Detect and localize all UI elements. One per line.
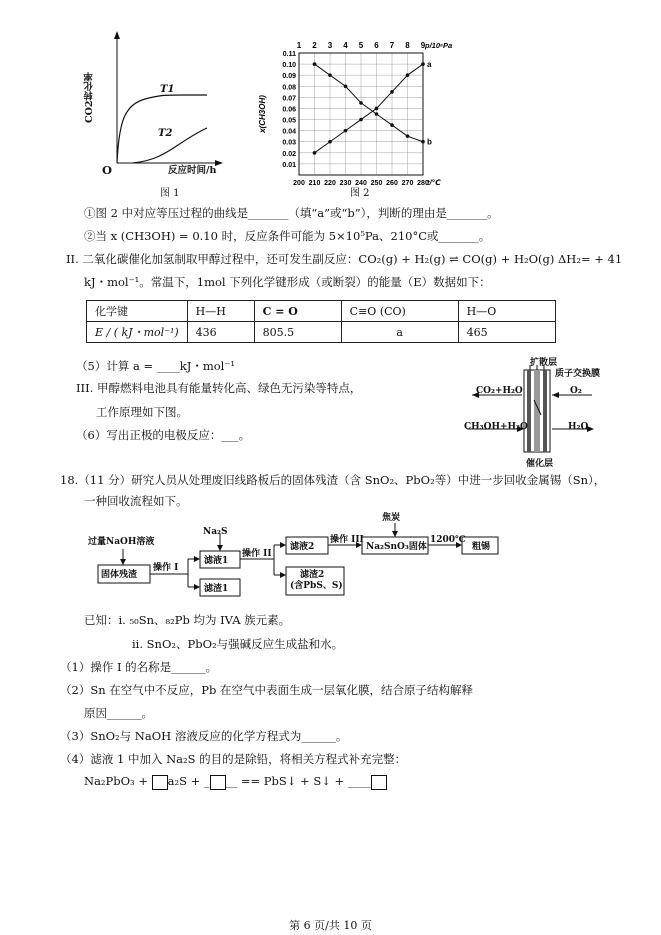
- flow-op1: 操作 I: [153, 563, 179, 573]
- x-tick-label: 240: [355, 180, 367, 187]
- flow-temp: 1200℃: [430, 535, 466, 545]
- data-point: [375, 107, 379, 111]
- data-point: [328, 140, 332, 144]
- flow-op3: 操作 III: [330, 535, 364, 545]
- top-tick-label: 1: [296, 41, 302, 50]
- subq-2b: 原因______。: [84, 706, 153, 720]
- y-tick-label: 0.08: [282, 84, 296, 92]
- blank-box[interactable]: [210, 775, 226, 790]
- top-tick-label: 6: [374, 41, 379, 50]
- y-tick-label: 0.09: [282, 73, 296, 81]
- x-tick-label: 280: [417, 180, 429, 187]
- page-footer: 第 6 页/共 10 页: [289, 919, 372, 932]
- data-point: [390, 123, 394, 127]
- x-tick-label: 250: [370, 180, 383, 187]
- part3-line2: 工作原理如下图。: [96, 405, 188, 419]
- table-cell: C≡O (CO): [341, 301, 458, 322]
- cell-label-diffusion: 扩散层: [530, 358, 558, 368]
- y-axis-label: x(CH3OH): [258, 95, 267, 133]
- table-cell: 805.5: [254, 322, 341, 343]
- q18-line2: 一种回收流程如下。: [84, 494, 188, 508]
- y-tick-label: 0.01: [282, 161, 296, 169]
- cell-label-catalyst: 催化层: [526, 459, 554, 469]
- x-tick-label: 220: [324, 180, 336, 187]
- top-tick-label: 5: [358, 41, 364, 50]
- data-point: [375, 112, 379, 116]
- table-cell: H—O: [458, 301, 555, 322]
- blank-box[interactable]: [371, 775, 387, 790]
- x-tick-label: 230: [339, 180, 352, 187]
- y-tick-label: 0.05: [282, 117, 296, 125]
- cell-label-left-bottom: CH₃OH+H₂O: [464, 422, 528, 432]
- known-2: ii. SnO₂、PbO₂与强碱反应生成盐和水。: [132, 637, 344, 651]
- bond-energy-table: [86, 300, 556, 343]
- flow-crude: 粗锡: [472, 542, 491, 552]
- data-point: [406, 73, 410, 77]
- flow-residue: 固体残渣: [101, 570, 138, 580]
- part2-line1: II. 二氧化碳催化加氢制取甲醇过程中，还可发生副反应：CO₂(g) + H₂(g) ⇌ CO(g) + H₂O(g) ΔH₂= + 41: [66, 252, 623, 266]
- table-row: [87, 322, 556, 343]
- x-tick-label: 270: [401, 180, 414, 187]
- y-tick-label: 0.04: [282, 128, 296, 136]
- y-tick-label: 0.02: [282, 150, 296, 158]
- eq-part3: _: [203, 774, 210, 788]
- data-point: [344, 129, 348, 133]
- flow-solid: Na₂SnO₃固体: [366, 542, 427, 552]
- top-tick-label: 2: [312, 41, 317, 50]
- question-6: （6）写出正极的电极反应：___。: [76, 428, 251, 442]
- top-tick-label: 4: [343, 41, 348, 50]
- fig1-caption: 图 1: [160, 188, 180, 199]
- top-tick-label: 9: [420, 41, 426, 50]
- flow-naoh: 过量NaOH溶液: [88, 537, 155, 547]
- top-tick-label: 8: [405, 41, 410, 50]
- question-5: （5）计算 a = ____kJ・mol⁻¹: [76, 359, 236, 373]
- table-cell: H—H: [187, 301, 254, 322]
- table-cell: a: [341, 322, 458, 343]
- fig1-xlabel: 反应时间/h: [168, 165, 217, 176]
- flow-residue2-note: (含PbS、S): [290, 581, 343, 591]
- flow-filtrate1: 滤液1: [204, 556, 229, 566]
- fig1-curve-t2: T2: [158, 128, 173, 139]
- fig1-ylabel: CO2转化率: [84, 72, 95, 123]
- y-tick-label: 0.06: [282, 106, 296, 114]
- flow-op2: 操作 II: [242, 549, 272, 559]
- data-point: [421, 62, 425, 66]
- x-tick-label: 200: [293, 180, 305, 187]
- fig1-origin: O: [102, 163, 113, 177]
- y-tick-label: 0.03: [282, 139, 296, 147]
- eq-part5: ____: [347, 774, 371, 788]
- eq-part2: a₂S +: [167, 774, 201, 788]
- cell-label-right-top: O₂: [570, 386, 582, 396]
- figure-2-chart: [255, 25, 455, 190]
- series-label-b: b: [427, 137, 432, 147]
- data-point: [313, 151, 317, 155]
- subq-3: （3）SnO₂与 NaOH 溶液反应的化学方程式为______。: [60, 729, 348, 743]
- fig1-curve-t1: T1: [160, 84, 175, 95]
- flow-coke: 焦炭: [382, 513, 401, 523]
- blank-box[interactable]: [152, 775, 168, 790]
- data-point: [406, 134, 410, 138]
- question-2: ②当 x (CH3OH) = 0.10 时，反应条件可能为 5×10⁵Pa、210°C或_______。: [84, 229, 491, 243]
- flow-filtrate2: 滤液2: [290, 542, 315, 552]
- subq-2a: （2）Sn 在空气中不反应，Pb 在空气中表面生成一层氧化膜，结合原子结构解释: [60, 683, 474, 697]
- cell-label-right-bottom: H₂O: [568, 422, 589, 432]
- table-cell: 436: [187, 322, 254, 343]
- cell-label-left-top: CO₂+H₂O: [476, 386, 523, 396]
- x-axis-label: t/℃: [427, 178, 441, 187]
- x-tick-label: 260: [386, 180, 398, 187]
- data-point: [344, 84, 348, 88]
- flow-na2s: Na₂S: [203, 527, 228, 537]
- top-axis-label: p/10⁵Pa: [425, 41, 453, 50]
- top-tick-label: 7: [389, 41, 395, 50]
- eq-part1: Na₂PbO₃ +: [84, 774, 148, 788]
- q18-line1: 18.（11 分）研究人员从处理废旧线路板后的固体残渣（含 SnO₂、PbO₂等）中进一步回收金属锡（Sn），: [60, 473, 606, 487]
- eq-part4: __ == PbS↓ + S↓ +: [225, 774, 345, 788]
- top-tick-label: 3: [327, 41, 333, 50]
- series-label-a: a: [427, 60, 432, 70]
- table-cell: 465: [458, 322, 555, 343]
- table-cell: 化学键: [87, 301, 188, 322]
- data-point: [359, 118, 363, 122]
- data-point: [390, 90, 394, 94]
- part2-line2: kJ・mol⁻¹。常温下，1mol 下列化学键形成（或断裂）的能量（E）数据如下：: [84, 275, 491, 289]
- equation-line: [84, 773, 387, 790]
- y-tick-label: 0.07: [282, 95, 296, 103]
- y-tick-label: 0.10: [282, 62, 296, 70]
- flow-residue1: 滤渣1: [204, 584, 229, 594]
- flow-residue2: 滤渣2: [300, 570, 325, 580]
- subq-4: （4）滤液 1 中加入 Na₂S 的目的是除铅，将相关方程式补充完整：: [60, 752, 407, 766]
- data-point: [328, 73, 332, 77]
- fig2-caption: 图 2: [350, 188, 370, 199]
- subq-1: （1）操作 I 的名称是______。: [60, 660, 218, 674]
- data-point: [359, 101, 363, 105]
- table-cell: E / ( kJ・mol⁻¹): [87, 322, 188, 343]
- table-cell: C = O: [254, 301, 341, 322]
- x-tick-label: 210: [308, 180, 321, 187]
- cell-label-membrane: 质子交换膜: [555, 369, 601, 379]
- question-1: ①图 2 中对应等压过程的曲线是_______（填“a”或“b”），判断的理由是_______。: [84, 206, 499, 220]
- table-header-row: [87, 301, 556, 322]
- y-tick-label: 0.11: [282, 51, 296, 58]
- part3-line1: III. 甲醇燃料电池具有能量转化高、绿色无污染等特点，: [76, 381, 362, 395]
- data-point: [421, 140, 425, 144]
- data-point: [313, 62, 317, 66]
- known-1: 已知：i. ₅₀Sn、₈₂Pb 均为 IVA 族元素。: [84, 613, 291, 627]
